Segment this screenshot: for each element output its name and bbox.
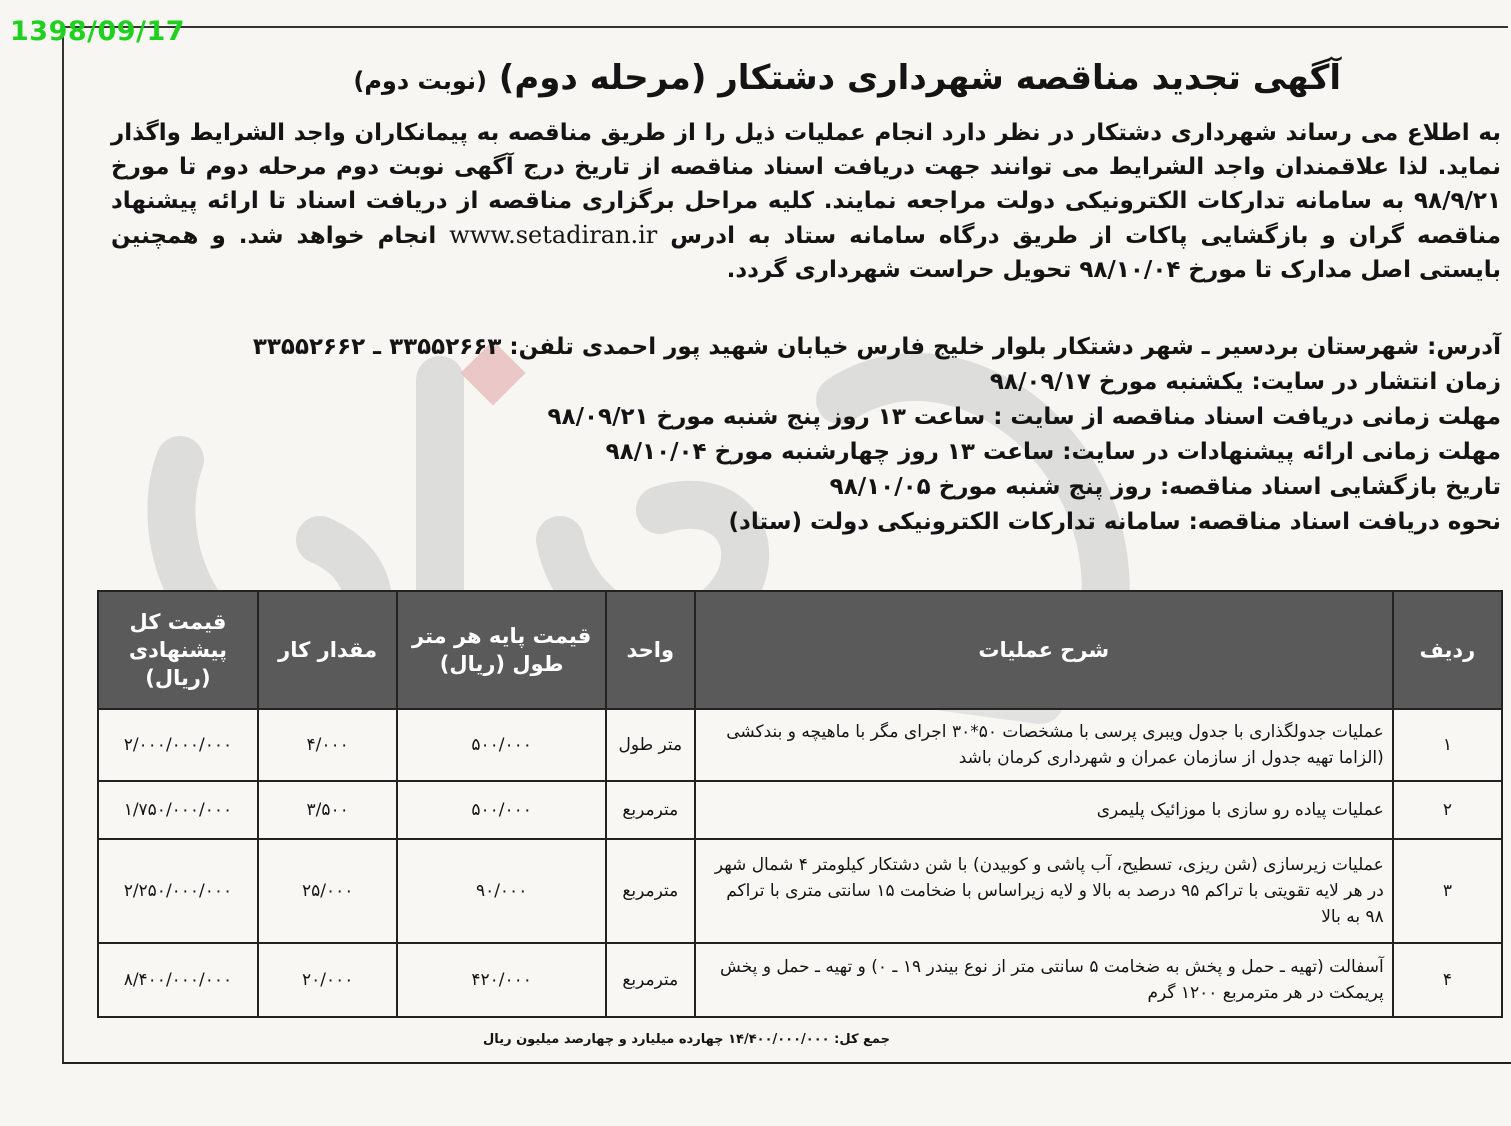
cell-row-number: ۲	[1393, 781, 1502, 839]
cell-description: عملیات جدولگذاری با جدول ویبری پرسی با مشخصات ۵۰*۳۰ اجرای مگر با ماهیچه و بندکشی (الزاما تهیه جدول از سازمان عمران و شهرداری کرمان باشد	[695, 709, 1393, 781]
cell-quantity: ۲۰/۰۰۰	[258, 943, 398, 1017]
cell-description: عملیات زیرسازی (شن ریزی، تسطیح، آب پاشی و کوبیدن) با شن دشتکار کیلومتر ۴ شمال شهر در هر لایه تقویتی با تراکم ۹۵ درصد به بالا و لایه زیراساس با ضخامت ۱۵ سانتی متری با تراکم ۹۸ به بالا	[695, 839, 1393, 943]
page-title	[141, 54, 1341, 105]
method-line: نحوه دریافت اسناد مناقصه: سامانه تدارکات الکترونیکی دولت (ستاد)	[728, 509, 1501, 535]
title-suffix: (نوبت دوم)	[353, 67, 487, 95]
intro-text-after: انجام خواهد شد. و همچنین بایستی اصل مدارک تا مورخ ۹۸/۱۰/۰۴ تحویل حراست شهرداری گردد.	[111, 223, 1501, 283]
grand-total: جمع کل: ۱۴/۴۰۰/۰۰۰/۰۰۰ چهارده میلیارد و چهارصد میلیون ریال	[483, 1032, 890, 1047]
cell-row-number: ۳	[1393, 839, 1502, 943]
info-block	[71, 330, 1501, 540]
cell-quantity: ۴/۰۰۰	[258, 709, 398, 781]
table-header-row	[98, 591, 1502, 709]
cell-unit: متر طول	[606, 709, 695, 781]
intro-paragraph	[111, 116, 1501, 287]
header-row-number: ردیف	[1393, 591, 1502, 709]
header-quantity: مقدار کار	[258, 591, 398, 709]
cell-row-number: ۱	[1393, 709, 1502, 781]
cell-total-price: ۲/۲۵۰/۰۰۰/۰۰۰	[98, 839, 258, 943]
header-total-price: قیمت کل پیشنهادی (ریال)	[98, 591, 258, 709]
publish-line: زمان انتشار در سایت: یکشنبه مورخ ۹۸/۰۹/۱۷	[989, 369, 1501, 395]
table-row	[98, 943, 1502, 1017]
table-row	[98, 709, 1502, 781]
table-row	[98, 839, 1502, 943]
setad-link[interactable]: www.setadiran.ir	[449, 221, 658, 249]
cell-unit: مترمربع	[606, 781, 695, 839]
table-row	[98, 781, 1502, 839]
header-unit: واحد	[606, 591, 695, 709]
header-base-price: قیمت پایه هر متر طول (ریال)	[397, 591, 605, 709]
cell-total-price: ۸/۴۰۰/۰۰۰/۰۰۰	[98, 943, 258, 1017]
cell-total-price: ۱/۷۵۰/۰۰۰/۰۰۰	[98, 781, 258, 839]
cell-base-price: ۵۰۰/۰۰۰	[397, 781, 605, 839]
cell-base-price: ۹۰/۰۰۰	[397, 839, 605, 943]
date-stamp: 1398/09/17	[10, 16, 186, 47]
cell-base-price: ۵۰۰/۰۰۰	[397, 709, 605, 781]
opening-date-line: تاریخ بازگشایی اسناد مناقصه: روز پنج شنبه مورخ ۹۸/۱۰/۰۵	[829, 474, 1501, 500]
header-description: شرح عملیات	[695, 591, 1393, 709]
operations-table	[97, 590, 1503, 1018]
cell-row-number: ۴	[1393, 943, 1502, 1017]
cell-unit: مترمربع	[606, 839, 695, 943]
cell-description: عملیات پیاده رو سازی با موزائیک پلیمری	[695, 781, 1393, 839]
cell-base-price: ۴۲۰/۰۰۰	[397, 943, 605, 1017]
cell-quantity: ۲۵/۰۰۰	[258, 839, 398, 943]
cell-quantity: ۳/۵۰۰	[258, 781, 398, 839]
cell-total-price: ۲/۰۰۰/۰۰۰/۰۰۰	[98, 709, 258, 781]
receive-deadline-line: مهلت زمانی دریافت اسناد مناقصه از سایت : ساعت ۱۳ روز پنج شنبه مورخ ۹۸/۰۹/۲۱	[547, 404, 1501, 430]
submit-deadline-line: مهلت زمانی ارائه پیشنهادات در سایت: ساعت ۱۳ روز چهارشنبه مورخ ۹۸/۱۰/۰۴	[605, 439, 1501, 465]
cell-description: آسفالت (تهیه ـ حمل و پخش به ضخامت ۵ سانتی متر از نوع بیندر ۱۹ ـ ۰) و تهیه ـ حمل و پخش پریمکت در هر مترمربع ۱۲۰۰ گرم	[695, 943, 1393, 1017]
cell-unit: مترمربع	[606, 943, 695, 1017]
address-line: آدرس: شهرستان بردسیر ـ شهر دشتکار بلوار خلیج فارس خیابان شهید پور احمدی تلفن: ۳۳۵۵۲۶۶۳ ـ ۳۳۵۵۲۶۶۲	[252, 334, 1501, 360]
title-main: آگهی تجدید مناقصه شهرداری دشتکار (مرحله دوم)	[498, 58, 1341, 98]
intro-text: به اطلاع می رساند شهرداری دشتکار در نظر دارد انجام عملیات ذیل را از طریق مناقصه به پیمانکاران واجد الشرایط واگذار نماید. لذا علاقمندان واجد الشرایط می توانند جهت دریافت اسناد مناقصه از تاریخ درج آگهی نوبت دوم مرحله دوم تا مورخ ۹۸/۹/۲۱ به سامانه تدارکات الکترونیکی دولت مراجعه نمایند. کلیه مراحل برگزاری مناقصه از دریافت اسناد تا ارائه پیشنهاد مناقصه گران و بازگشایی پاکات از طریق درگاه سامانه ستاد به ادرس	[111, 120, 1501, 249]
